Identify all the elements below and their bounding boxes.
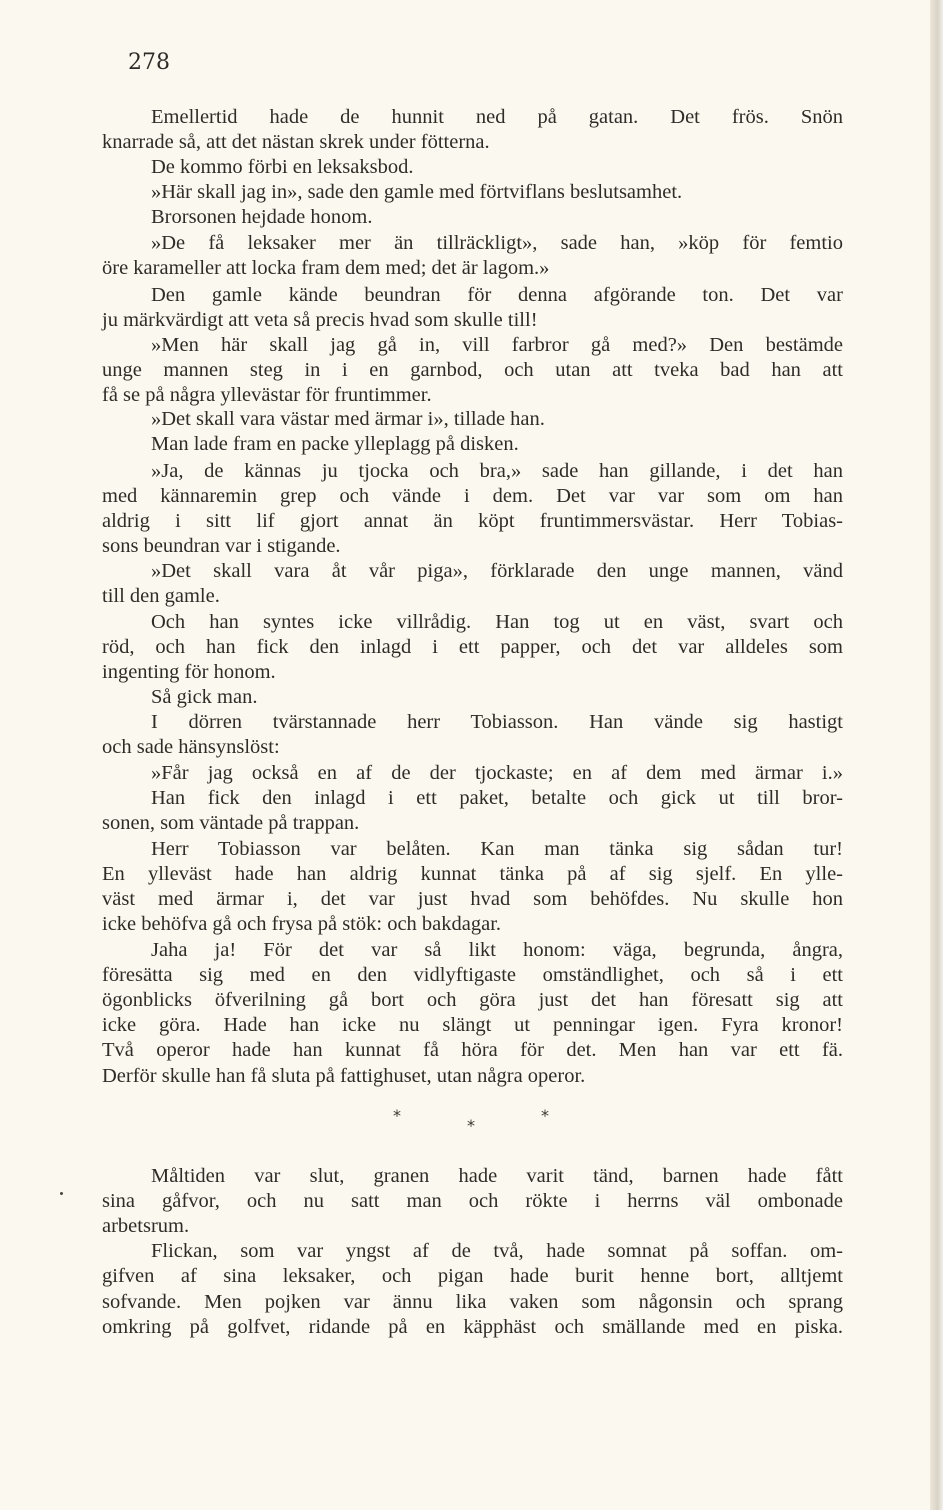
text-line: väst med ärmar i, det var just hvad som behöfdes. Nu skulle hon (102, 888, 843, 910)
text-line: De kommo förbi en leksaksbod. (151, 156, 414, 178)
text-line: Derför skulle han få sluta på fattighuset, utan några operor. (102, 1065, 586, 1087)
text-line: »Här skall jag in», sade den gamle med förtviflans beslutsamhet. (151, 181, 683, 203)
text-line: till den gamle. (102, 585, 220, 607)
text-line: få se på några yllevästar för fruntimmer. (102, 384, 432, 406)
text-line: ögonblicks öfverilning gå bort och göra just det han föresatt sig att (102, 989, 843, 1011)
separator-asterisk: * (393, 1106, 401, 1125)
text-line: gifven af sina leksaker, och pigan hade burit henne bort, alltjemt (102, 1265, 843, 1287)
text-line: »Men här skall jag gå in, vill farbror gå med?» Den bestämde (151, 334, 843, 356)
text-line: sofvande. Men pojken var ännu lika vaken som någonsin och sprang (102, 1291, 843, 1313)
text-line: Herr Tobiasson var belåten. Kan man tänka sig sådan tur! (151, 838, 843, 860)
text-line: omkring på golfvet, ridande på en käpphäst och smällande med en piska. (102, 1316, 843, 1338)
text-line: unge mannen steg in i en garnbod, och utan att tveka bad han att (102, 359, 843, 381)
text-line: Man lade fram en packe ylleplagg på disken. (151, 433, 519, 455)
text-line: Flickan, som var yngst af de två, hade somnat på soffan. om- (151, 1240, 843, 1262)
text-line: Emellertid hade de hunnit ned på gatan. Det frös. Snön (151, 106, 843, 128)
text-line: aldrig i sitt lif gjort annat än köpt fruntimmersvästar. Herr Tobias- (102, 510, 843, 532)
text-line: sons beundran var i stigande. (102, 535, 341, 557)
text-line: icke göra. Hade han icke nu slängt ut penningar igen. Fyra kronor! (102, 1014, 843, 1036)
text-line: föresätta sig med en den vidlyftigaste omständlighet, och så i ett (102, 964, 843, 986)
text-line: sina gåfvor, och nu satt man och rökte i herrns väl ombonade (102, 1190, 843, 1212)
text-line: öre karameller att locka fram dem med; det är lagom.» (102, 257, 550, 279)
text-line: Den gamle kände beundran för denna afgörande ton. Det var (151, 284, 843, 306)
text-line: ju märkvärdigt att veta så precis hvad som skulle till! (102, 309, 538, 331)
text-line: »De få leksaker mer än tillräckligt», sade han, »köp för femtio (151, 232, 843, 254)
page-speck (60, 1192, 63, 1195)
text-line: ingenting för honom. (102, 661, 276, 683)
text-line: icke behöfva gå och frysa på stök: och bakdagar. (102, 913, 502, 935)
text-line: Måltiden var slut, granen hade varit tänd, barnen hade fått (151, 1165, 843, 1187)
text-line: arbetsrum. (102, 1215, 190, 1237)
page-number: 278 (128, 50, 170, 75)
text-line: Två operor hade han kunnat få höra för det. Men han var ett fä. (102, 1039, 843, 1061)
text-line: Brorsonen hejdade honom. (151, 206, 373, 228)
text-line: En ylleväst hade han aldrig kunnat tänka på af sig sjelf. En ylle- (102, 863, 843, 885)
text-line: med kännaremin grep och vände i dem. Det var var som om han (102, 485, 843, 507)
text-line: Så gick man. (151, 686, 258, 708)
text-line: röd, och han fick den inlagd i ett papper, och det var alldeles som (102, 636, 843, 658)
separator-asterisk: * (541, 1106, 549, 1125)
text-line: »Ja, de kännas ju tjocka och bra,» sade han gillande, i det han (151, 460, 843, 482)
text-line: »Får jag också en af de der tjockaste; en af dem med ärmar i.» (151, 762, 843, 784)
text-line: sonen, som väntade på trappan. (102, 812, 360, 834)
page-edge-shadow (930, 0, 943, 1510)
text-line: Jaha ja! För det var så likt honom: väga, begrunda, ångra, (151, 939, 843, 961)
text-line: och sade hänsynslöst: (102, 736, 280, 758)
text-line: I dörren tvärstannade herr Tobiasson. Han vände sig hastigt (151, 711, 843, 733)
text-line: Han fick den inlagd i ett paket, betalte och gick ut till bror- (151, 787, 843, 809)
text-line: »Det skall vara åt vår piga», förklarade den unge mannen, vänd (151, 560, 843, 582)
text-line: knarrade så, att det nästan skrek under fötterna. (102, 131, 490, 153)
text-line: Och han syntes icke villrådig. Han tog ut en väst, svart och (151, 611, 843, 633)
text-line: »Det skall vara västar med ärmar i», tillade han. (151, 408, 545, 430)
separator-asterisk: * (467, 1116, 475, 1135)
